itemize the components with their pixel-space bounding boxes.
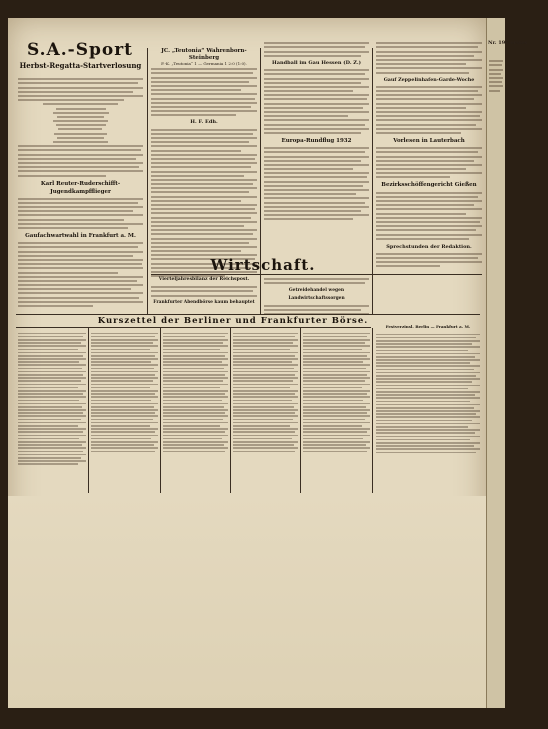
sport-column-4 <box>376 40 482 314</box>
headline: Handball im Gau Hessen (D. Z.) <box>272 59 361 66</box>
kurs-table-2 <box>91 331 158 491</box>
body-text <box>264 69 369 134</box>
headline: Gauf Zeppelinhafen-Garde-Woche <box>383 76 475 83</box>
subheadline: Europa-Rundflug 1932 <box>281 137 352 144</box>
kurszettel-rule-bottom <box>16 327 371 328</box>
subheadline: Gaufachwartwahl in Frankfurt a. M. <box>25 233 136 239</box>
sport-column-3 <box>264 40 369 260</box>
headline: JC. „Teutonia“ Wahrenborn-Steinberg <box>161 48 247 61</box>
body-text <box>376 147 482 178</box>
next-page-snippet: Nr. 195 erstes <box>488 40 528 46</box>
festverzinsl-title: Festverzinsl. Berlin — Frankfurt a. M. <box>385 324 471 329</box>
body-text <box>376 192 482 240</box>
body-text <box>264 42 369 57</box>
subheadline: Vorlesen in Lauterbach <box>393 137 465 144</box>
kurs-table-5 <box>303 331 370 491</box>
subheadline: Bezirksschöffengericht Gießen <box>381 182 477 189</box>
subheadline: Sprechstunden der Redaktion. <box>386 243 472 250</box>
headline-sub <box>18 70 143 76</box>
next-page-edge <box>486 18 528 708</box>
body-text <box>18 78 143 176</box>
kurs-table-4 <box>233 331 298 491</box>
wirtschaft-title: Wirtschaft. <box>210 256 316 274</box>
body-text <box>18 198 143 229</box>
table-column-rule <box>88 328 89 493</box>
table-column-rule <box>230 328 231 493</box>
masthead: S.A.-Sport <box>26 40 134 60</box>
body-text <box>376 253 482 268</box>
subheadline: Karl Reuter-Ruderschifft-Jugendkampfflieger <box>40 180 121 195</box>
column-rule <box>147 48 148 314</box>
wirtschaft-rule <box>151 274 482 275</box>
kurszettel-title: Kurszettel der Berliner und Frankfurter Börse. <box>97 316 369 326</box>
body-text <box>376 42 482 73</box>
body-text <box>18 242 143 307</box>
headline: Herbst-Regatta-Startverlosung <box>19 61 142 70</box>
body-text <box>264 147 369 220</box>
blank-lower-area <box>8 496 486 708</box>
signature: H. F. Edh. <box>190 119 218 126</box>
subheadline: Frankfurter Abendbörse kaum behauptet <box>153 299 255 305</box>
sport-column-1 <box>18 62 143 314</box>
body-text <box>151 68 257 116</box>
headline: Getreidehandel wegen Landwirtschaftssorgen <box>288 287 345 301</box>
wirtschaft-column-1 <box>151 276 257 314</box>
headline-sub: F.-K. „Teutonia“ 1 — Germania 1 2:0 (1:0). <box>161 61 247 66</box>
headline: Vierteljahresbilanz der Reichspost. <box>158 277 250 282</box>
body-text <box>376 86 482 134</box>
wirtschaft-column-2 <box>264 276 369 314</box>
kurszettel-rule-top <box>16 314 480 315</box>
table-column-rule <box>372 328 373 493</box>
kurs-table-1 <box>18 331 86 491</box>
kurs-table-6 <box>376 332 480 492</box>
newspaper-page <box>8 18 486 708</box>
kurs-table-3 <box>163 331 228 491</box>
table-column-rule <box>300 328 301 493</box>
table-column-rule <box>160 328 161 493</box>
body-text <box>151 129 257 278</box>
